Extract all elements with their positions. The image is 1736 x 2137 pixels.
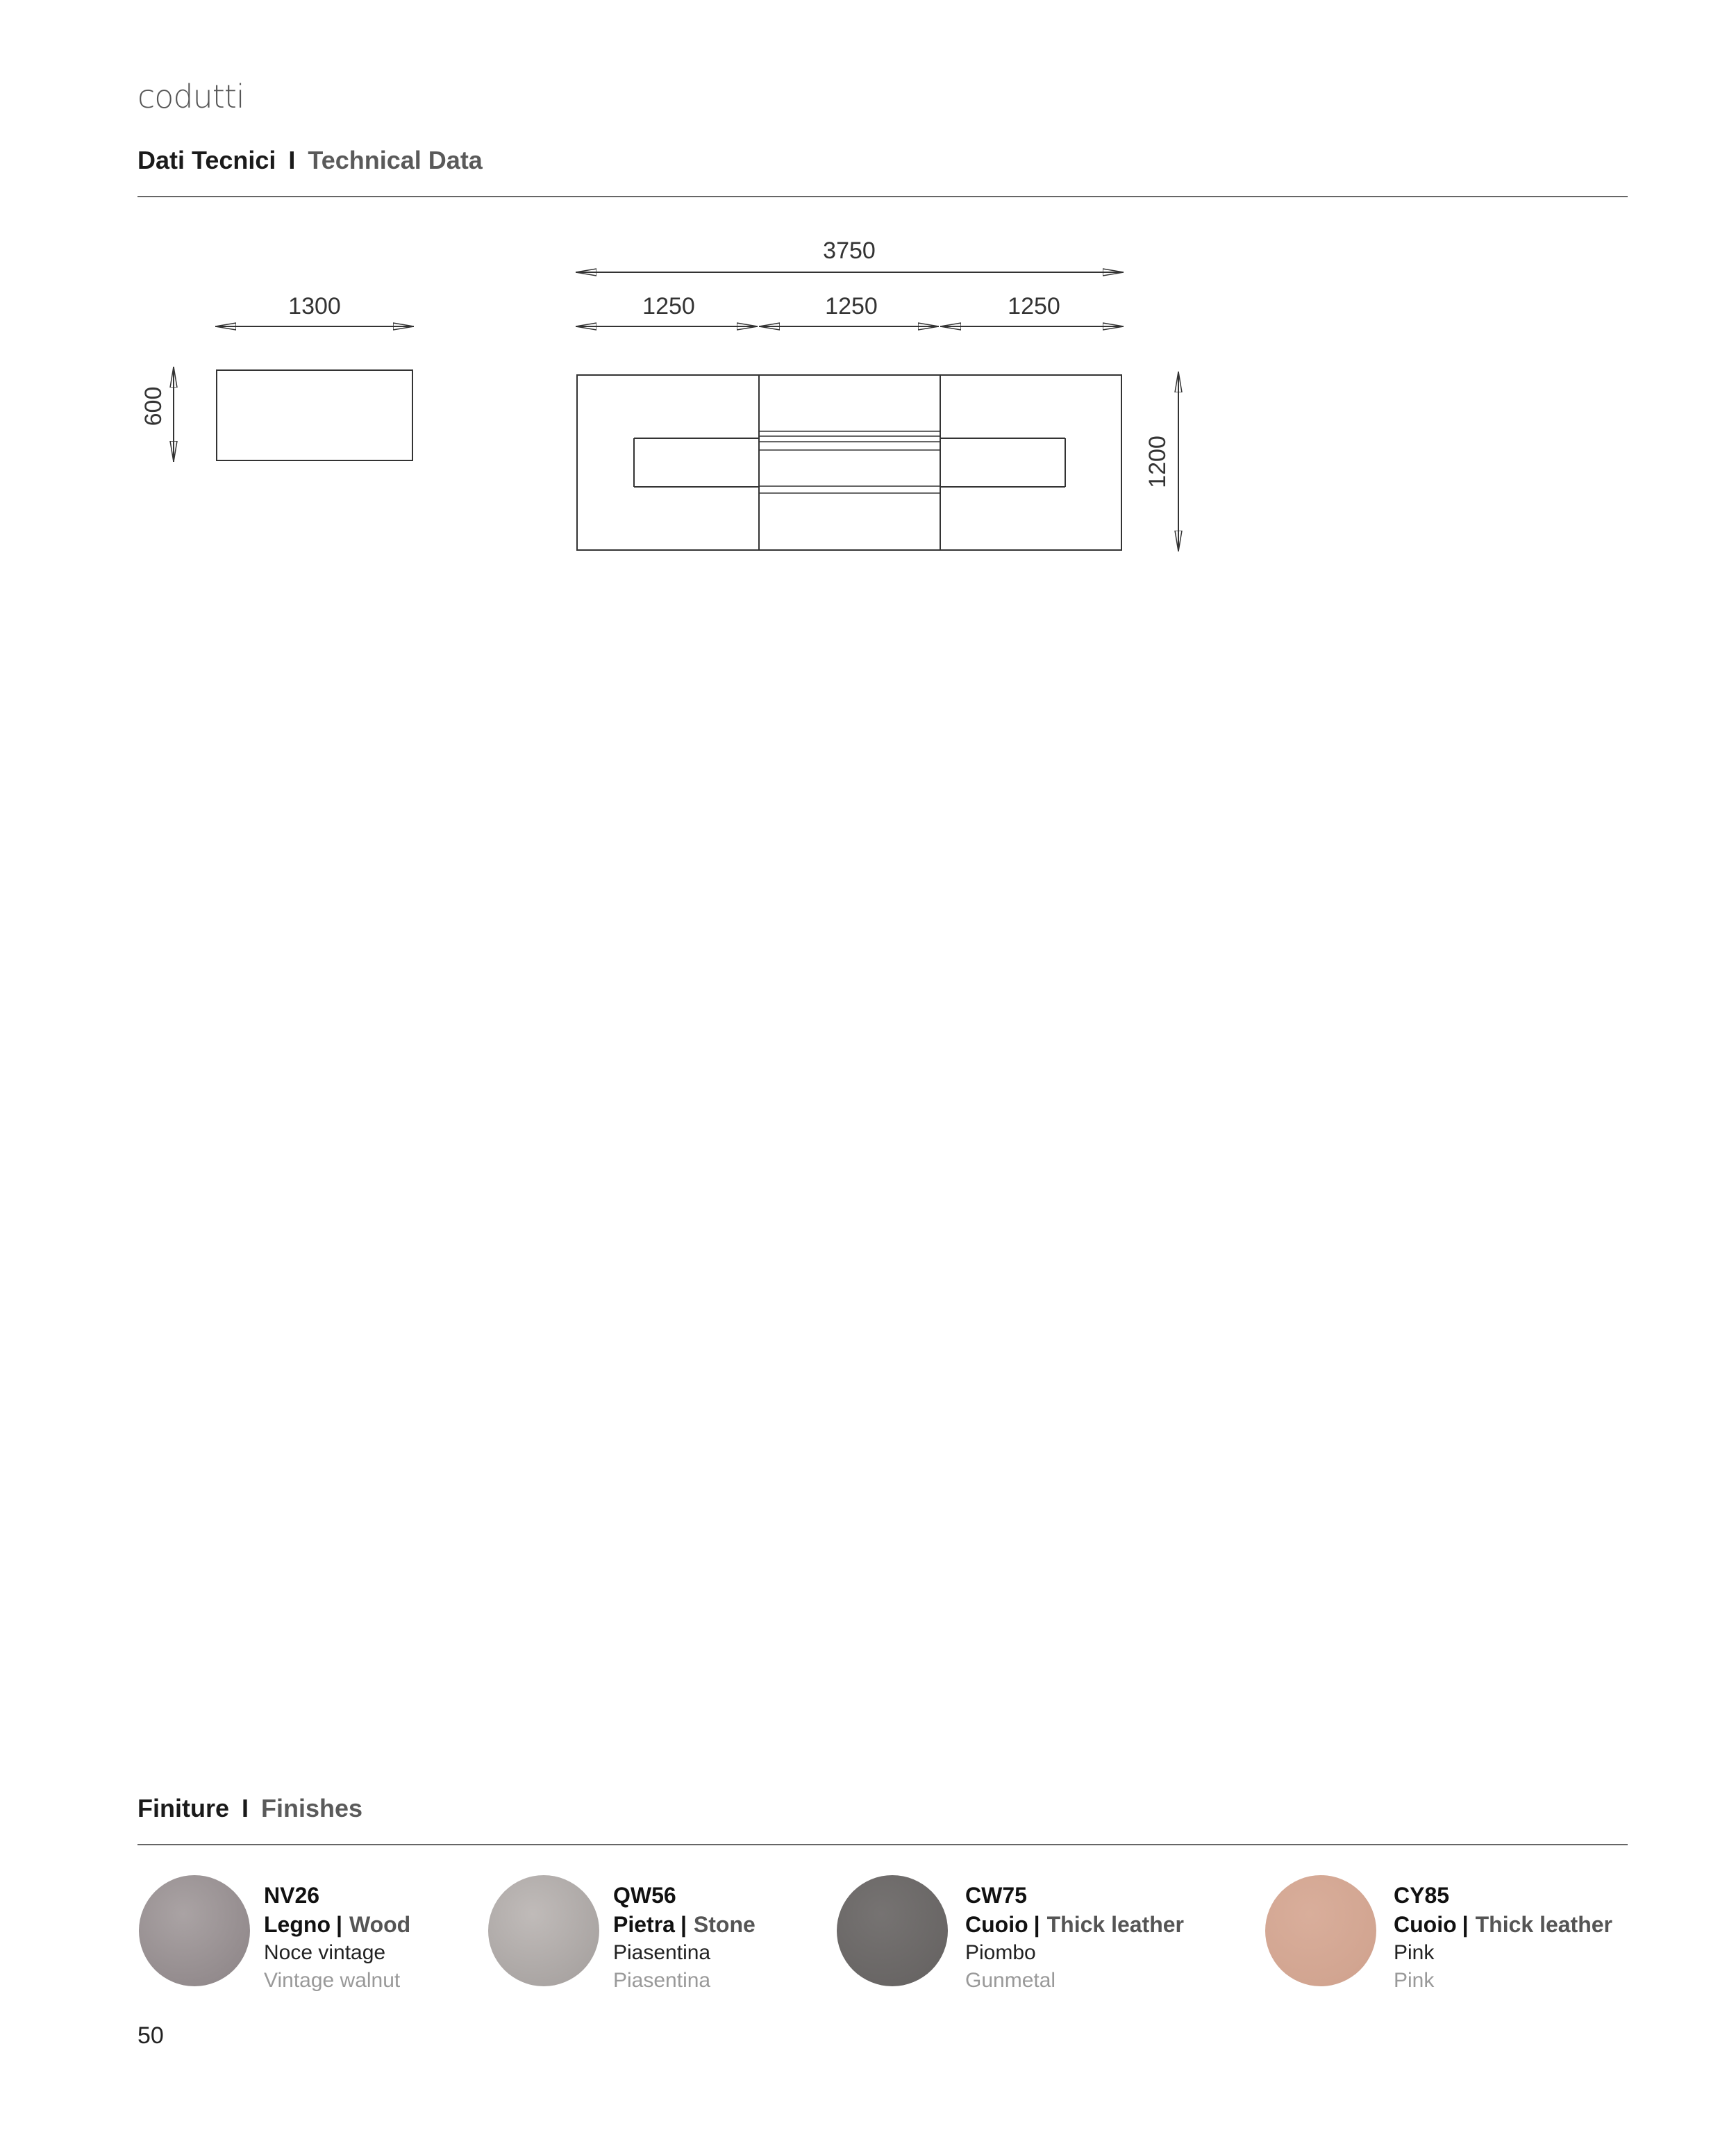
finish-name-en: Piasentina [613, 1969, 711, 1992]
finish-material-separator: | [1462, 1912, 1469, 1937]
finish-name-it: Noce vintage [264, 1941, 386, 1964]
finish-name-it: Piombo [965, 1941, 1036, 1964]
finish-material-en: Thick leather [1475, 1912, 1612, 1937]
finish-material-en: Wood [349, 1912, 411, 1937]
finish-code: CY85 [1394, 1883, 1450, 1908]
finish-name-en: Vintage walnut [264, 1969, 401, 1992]
single-table-outline [217, 370, 412, 460]
page-number: 50 [137, 2022, 164, 2049]
module-3-width-label: 1250 [1008, 293, 1060, 319]
technical-title-it: Dati Tecnici [137, 146, 276, 174]
technical-title-separator: I [288, 146, 296, 174]
finishes-title-separator: I [242, 1794, 249, 1822]
finish-code: QW56 [613, 1883, 676, 1908]
finish-material-en: Thick leather [1046, 1912, 1184, 1937]
finish-code: CW75 [965, 1883, 1027, 1908]
finish-material-separator: | [1033, 1912, 1040, 1937]
finish-name-en: Gunmetal [965, 1969, 1056, 1992]
finish-material-it: Cuoio [965, 1912, 1028, 1937]
finish-material-it: Cuoio [1394, 1912, 1457, 1937]
finish-name-it: Piasentina [613, 1941, 711, 1964]
total-depth-label: 1200 [1144, 435, 1171, 488]
technical-title-en: Technical Data [308, 146, 483, 174]
finish-code: NV26 [264, 1883, 320, 1908]
finish-material-it: Legno [264, 1912, 331, 1937]
module-1-width-label: 1250 [642, 293, 695, 319]
modular-table-outline [577, 375, 1121, 550]
finish-swatch-qw56 [488, 1875, 599, 1986]
finish-name-en: Pink [1394, 1969, 1435, 1992]
finish-material-en: Stone [693, 1912, 756, 1937]
finishes-title-en: Finishes [261, 1794, 363, 1822]
finish-material-it: Pietra [613, 1912, 675, 1937]
finishes-divider [137, 1844, 1628, 1845]
single-width-label: 1300 [288, 293, 341, 319]
finish-name-it: Pink [1394, 1941, 1435, 1964]
finish-material-separator: | [335, 1912, 342, 1937]
finish-swatch-nv26 [139, 1875, 250, 1986]
module-2-width-label: 1250 [825, 293, 878, 319]
brand-logo: codutti [137, 78, 244, 115]
finish-material-separator: | [680, 1912, 687, 1937]
finish-swatch-cw75 [837, 1875, 948, 1986]
single-depth-label: 600 [140, 386, 167, 426]
finishes-title [137, 1794, 362, 1823]
total-width-label: 3750 [823, 238, 876, 264]
finishes-title-it: Finiture [137, 1794, 229, 1822]
finish-swatch-cy85 [1265, 1875, 1376, 1986]
technical-drawing [0, 0, 1736, 625]
